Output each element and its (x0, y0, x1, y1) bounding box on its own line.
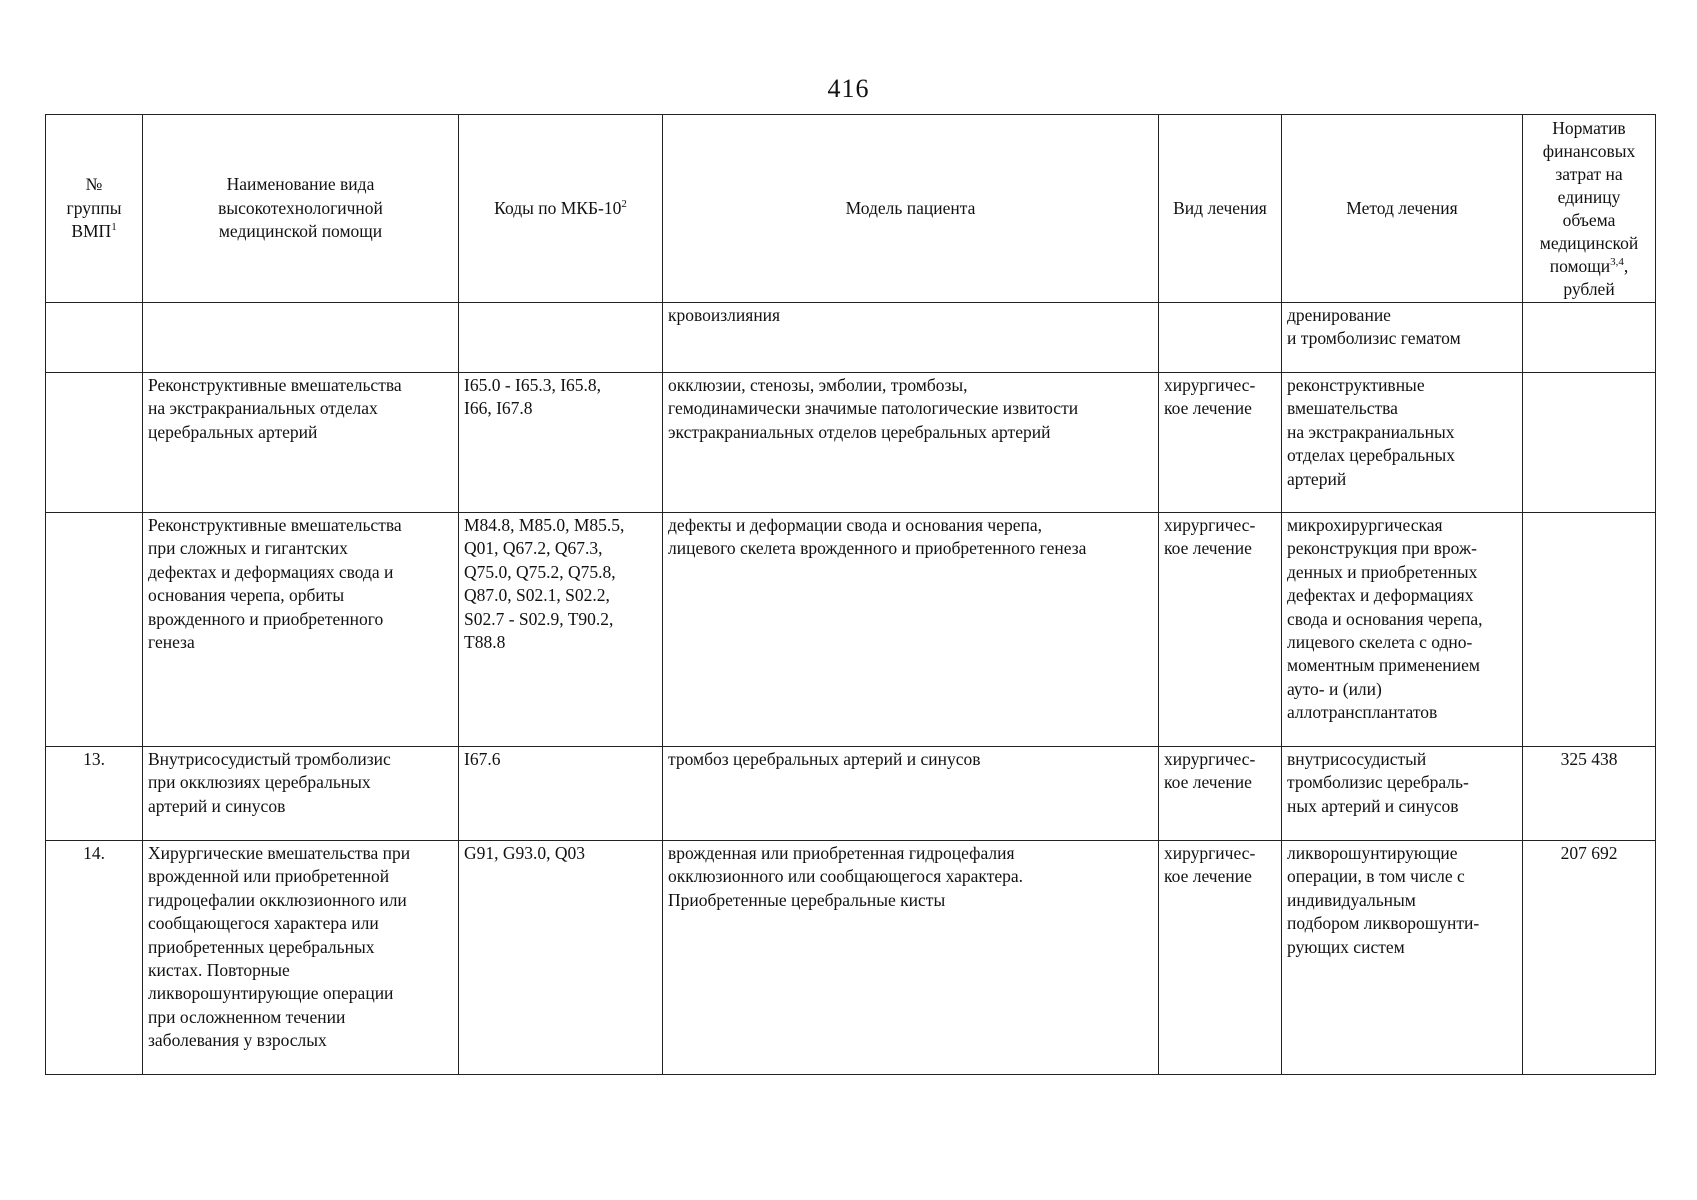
cell-method: дренирование и тромболизис гематом (1282, 303, 1523, 373)
cell-name (143, 303, 459, 373)
header-norm: Норматив финансовых затрат на единицу объема медицинской помощи$^{3,4}$, рублей (1523, 115, 1656, 303)
page-number: 416 (827, 74, 870, 103)
cell-method: микрохирургическая реконструкция при врож- денных и приобретенных дефектах и деформациях свода и основания черепа, лицевого скелета с одно- моментным применением ауто- и (или) аллотрансплантатов (1282, 513, 1523, 747)
cell-model: кровоизлияния (663, 303, 1159, 373)
cell-name: Реконструктивные вмешательства при сложных и гигантских дефектах и деформациях свода и основания черепа, орбиты врожденного и приобретенного генеза (143, 513, 459, 747)
cell-name: Хирургические вмешательства при врожденной или приобретенной гидроцефалии окклюзионного или сообщающегося характера или приобретенных церебральных кистах. Повторные ликворошунтирующие операции при осложненном течении заболевания у взрослых (143, 841, 459, 1075)
cell-norm (1523, 373, 1656, 513)
cell-treatment: хирургичес- кое лечение (1159, 841, 1282, 1075)
table-header-row (46, 115, 1656, 303)
cell-norm (1523, 303, 1656, 373)
cell-model: врожденная или приобретенная гидроцефалия окклюзионного или сообщающегося характера. Приобретенные церебральные кисты (663, 841, 1159, 1075)
cell-treatment: хирургичес- кое лечение (1159, 747, 1282, 841)
cell-codes: I67.6 (459, 747, 663, 841)
header-method: Метод лечения (1282, 115, 1523, 303)
header-model: Модель пациента (663, 115, 1159, 303)
cell-norm (1523, 513, 1656, 747)
vmp-table (45, 114, 1656, 1075)
cell-norm: 207 692 (1523, 841, 1656, 1075)
cell-num: 13. (46, 747, 143, 841)
cell-num: 14. (46, 841, 143, 1075)
table-row (46, 841, 1656, 1075)
cell-codes: I65.0 - I65.3, I65.8, I66, I67.8 (459, 373, 663, 513)
cell-norm: 325 438 (1523, 747, 1656, 841)
cell-codes: M84.8, M85.0, M85.5, Q01, Q67.2, Q67.3, Q75.0, Q75.2, Q75.8, Q87.0, S02.1, S02.2, S02.7 - S02.9, T90.2, T88.8 (459, 513, 663, 747)
cell-codes (459, 303, 663, 373)
cell-method: ликворошунтирующие операции, в том числе с индивидуальным подбором ликворошунти- рующих систем (1282, 841, 1523, 1075)
cell-model: дефекты и деформации свода и основания черепа, лицевого скелета врожденного и приобретенного генеза (663, 513, 1159, 747)
cell-num (46, 303, 143, 373)
cell-model: тромбоз церебральных артерий и синусов (663, 747, 1159, 841)
cell-name: Внутрисосудистый тромболизис при окклюзиях церебральных артерий и синусов (143, 747, 459, 841)
table-row (46, 373, 1656, 513)
cell-method: внутрисосудистый тромболизис церебраль- ных артерий и синусов (1282, 747, 1523, 841)
header-name: Наименование вида высокотехнологичной медицинской помощи (143, 115, 459, 303)
cell-method: реконструктивные вмешательства на экстракраниальных отделах церебральных артерий (1282, 373, 1523, 513)
cell-codes: G91, G93.0, Q03 (459, 841, 663, 1075)
table-row (46, 303, 1656, 373)
cell-num (46, 513, 143, 747)
cell-treatment: хирургичес- кое лечение (1159, 513, 1282, 747)
cell-num (46, 373, 143, 513)
header-group: № группы ВМП$^1$ (46, 115, 143, 303)
table-row (46, 513, 1656, 747)
header-treatment-type: Вид лечения (1159, 115, 1282, 303)
table-row (46, 747, 1656, 841)
cell-treatment: хирургичес- кое лечение (1159, 373, 1282, 513)
cell-model: окклюзии, стенозы, эмболии, тромбозы, гемодинамически значимые патологические извитости экстракраниальных отделов церебральных артерий (663, 373, 1159, 513)
cell-treatment (1159, 303, 1282, 373)
cell-name: Реконструктивные вмешательства на экстракраниальных отделах церебральных артерий (143, 373, 459, 513)
header-codes: Коды по МКБ-$10^2$ (459, 115, 663, 303)
